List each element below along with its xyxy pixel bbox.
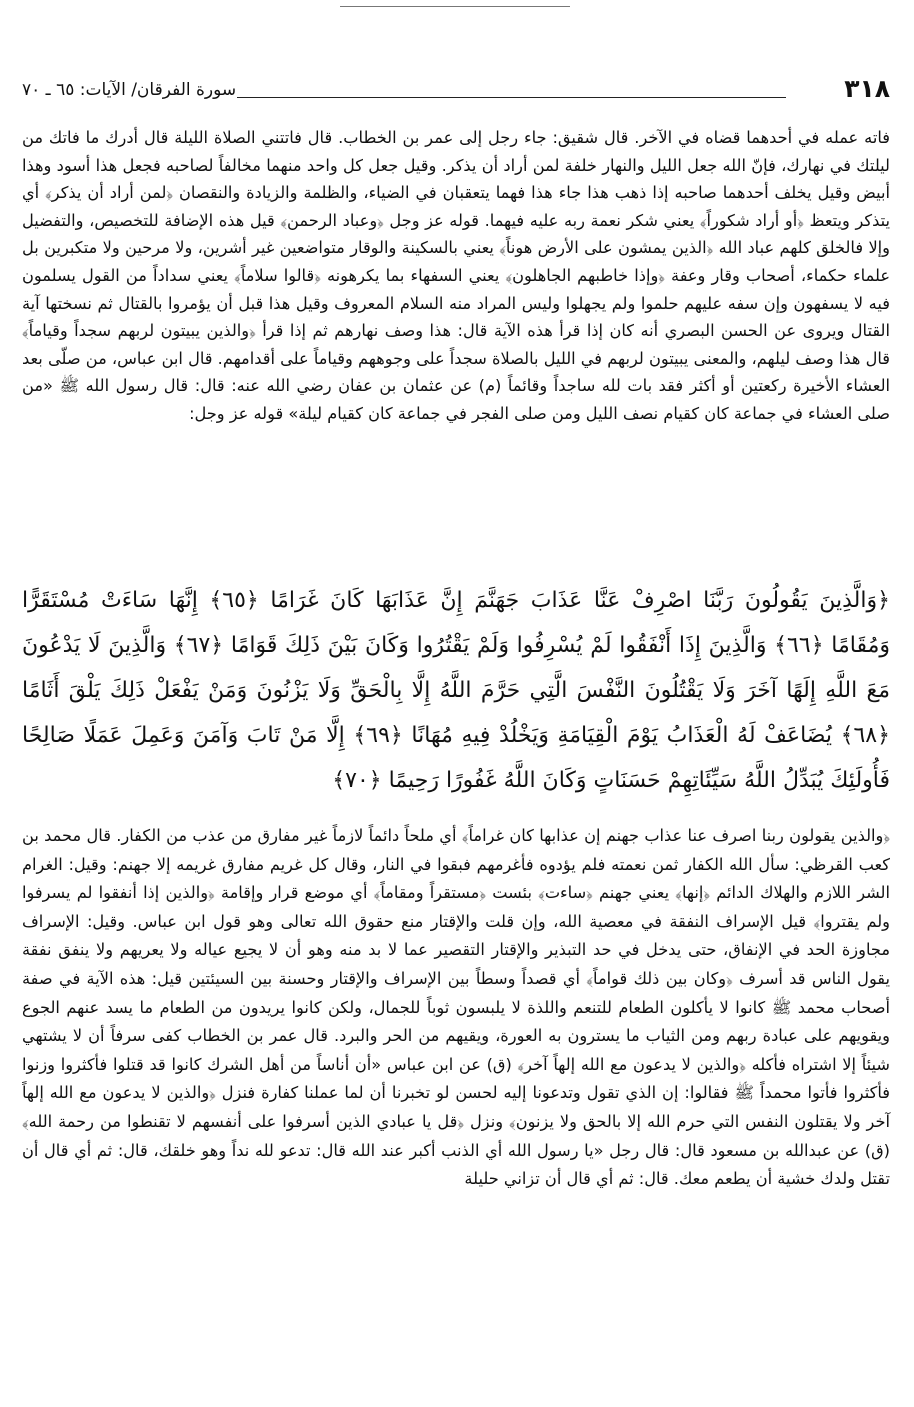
quran-verses	[22, 578, 890, 803]
tafsir-text-bottom	[22, 822, 890, 1194]
page-header	[22, 74, 890, 108]
header-divider	[237, 97, 786, 98]
tafsir-commentary: ﴿والذين يقولون ربنا اصرف عنا عذاب جهنم إن عذابها كان غراماً﴾ أي ملحاً دائماً لازماً غير مفارق من عذب من الكفار. قال محمد بن كعب القرظي: سأل الله الكفار ثمن نعمته فلم يؤدوه فأغرمهم فبقوا في النار، وقال كل غريم مفارق غريمه إلا جهنم: وقيل: الغرام الشر اللازم والهلاك الدائم ﴿إنها﴾ يعني جهنم ﴿ساءت﴾ بئست ﴿مستقراً ومقاماً﴾ أي موضع قرار وإقامة ﴿والذين إذا أنفقوا لم يسرفوا ولم يقتروا﴾ قيل الإسراف النفقة في معصية الله، وإن قلت والإقتار منع حقوق الله تعالى وهو قول ابن عباس. وقيل: الإسراف مجاوزة الحد في الإنفاق، حتى يدخل في حد التبذير والإقتار التقصير عما لا بد منه وهو أن لا يجيع عياله ولا يعريهم ولا ينفق نفقة يقول الناس قد أسرف ﴿وكان بين ذلك قواماً﴾ أي قصداً وسطاً بين الإسراف والإقتار وحسنة بين السيئتين قيل: هذه الآية في صفة أصحاب محمد ﷺ كانوا لا يأكلون الطعام للتنعم واللذة لا يلبسون ثوباً للجمال، ولكن كانوا يريدون من الطعام ما يسد عنهم الجوع ويقويهم على عبادة ربهم ومن الثياب ما يسترون به العورة، ويقيهم من الحر والبرد. قال عمر بن الخطاب كفى سرفاً أن لا يشتهي شيئاً إلا اشتراه فأكله ﴿والذين لا يدعون مع الله إلهاً آخر﴾ (ق) عن ابن عباس «أن أناساً من أهل الشرك كانوا قد قتلوا فأكثروا وزنوا فأكثروا فأتوا محمداً ﷺ فقالوا: إن الذي تقول وتدعونا إليه لحسن لو تخبرنا أن لما عملنا كفارة فنزل ﴿والذين لا يدعون مع الله إلهاً آخر ولا يقتلون النفس التي حرم الله إلا بالحق ولا يزنون﴾ ونزل ﴿قل يا عبادي الذين أسرفوا على أنفسهم لا تقنطوا من رحمة الله﴾ (ق) عن عبدالله بن مسعود قال: قال رجل «يا رسول الله أي الذنب أكبر عند الله قال: تدعو لله نداً وهو خلقك، قال: ثم أي قال أن تقتل ولدك خشية أن يطعم معك. قال: ثم أي قال أن تزاني حليلة	[22, 826, 890, 1189]
quran-verse-text: ﴿وَالَّذِينَ يَقُولُونَ رَبَّنَا اصْرِفْ عَنَّا عَذَابَ جَهَنَّمَ إِنَّ عَذَابَهَا كَانَ غَرَامًا ﴿٦٥﴾ إِنَّهَا سَاءَتْ مُسْتَقَرًّا وَمُقَامًا ﴿٦٦﴾ وَالَّذِينَ إِذَا أَنْفَقُوا لَمْ يُسْرِفُوا وَلَمْ يَقْتُرُوا وَكَانَ بَيْنَ ذَلِكَ قَوَامًا ﴿٦٧﴾ وَالَّذِينَ لَا يَدْعُونَ مَعَ اللَّهِ إِلَهًا آخَرَ وَلَا يَقْتُلُونَ النَّفْسَ الَّتِي حَرَّمَ اللَّهُ إِلَّا بِالْحَقِّ وَلَا يَزْنُونَ وَمَنْ يَفْعَلْ ذَلِكَ يَلْقَ أَثَامًا ﴿٦٨﴾ يُضَاعَفْ لَهُ الْعَذَابُ يَوْمَ الْقِيَامَةِ وَيَخْلُدْ فِيهِ مُهَانًا ﴿٦٩﴾ إِلَّا مَنْ تَابَ وَآمَنَ وَعَمِلَ عَمَلًا صَالِحًا فَأُولَئِكَ يُبَدِّلُ اللَّهُ سَيِّئَاتِهِمْ حَسَنَاتٍ وَكَانَ اللَّهُ غَفُورًا رَحِيمًا ﴿٧٠﴾	[22, 588, 891, 793]
tafsir-paragraph: فاته عمله في أحدهما قضاه في الآخر. قال شقيق: جاء رجل إلى عمر بن الخطاب. قال فاتتني الصلاة الليلة قال أدرك ما فاتك من ليلتك في نهارك، فإنّ الله جعل الليل والنهار خلفة لمن أراد أن يذكر. وقيل جعل كل واحد منهما مخالفاً لصاحبه فجعل هذا أسود وهذا أبيض وقيل يخلف أحدهما صاحبه إذا ذهب هذا جاء هذا فهما يتعقبان في الضياء، والظلمة والزيادة والنقصان ﴿لمن أراد أن يذكر﴾ أي يتذكر ويتعظ ﴿أو أراد شكوراً﴾ يعني شكر نعمة ربه عليه فيهما. قوله عز وجل ﴿وعباد الرحمن﴾ قيل هذه الإضافة للتخصيص، والتفضيل وإلا فالخلق كلهم عباد الله ﴿الذين يمشون على الأرض هوناً﴾ يعني بالسكينة والوقار متواضعين غير أشرين، ولا مرحين ولا متكبرين بل علماء حكماء، أصحاب وقار وعفة ﴿وإذا خاطبهم الجاهلون﴾ يعني السفهاء بما يكرهونه ﴿قالوا سلاماً﴾ يعني سداداً من القول يسلمون فيه لا يسفهون وإن سفه عليهم حلموا ولم يجهلوا وليس المراد منه السلام المعروف وقيل هذا قبل أن يؤمروا بالقتال ثم نسختها آية القتال ويروى عن الحسن البصري أنه كان إذا قرأ هذه الآية قال: هذا وصف نهارهم ثم إذا قرأ ﴿والذين يبيتون لربهم سجداً وقياماً﴾ قال هذا وصف ليلهم، والمعنى يبيتون لربهم في الليل بالصلاة سجداً على وجوههم وقياماً على أقدامهم. قال ابن عباس، من صلّى بعد العشاء الأخيرة ركعتين أو أكثر فقد بات لله ساجداً وقائماً (م) عن عثمان بن عفان رضي الله عنه: قال: قال رسول الله ﷺ «من صلى العشاء في جماعة كان كقيام نصف الليل ومن صلى الفجر في جماعة كان كقيام ليلة» قوله عز وجل:	[22, 128, 890, 423]
top-divider	[340, 6, 570, 7]
page-number: ٣١٨	[844, 74, 890, 103]
running-title: سورة الفرقان/ الآيات: ٦٥ ـ ٧٠	[22, 80, 237, 100]
tafsir-text-top	[22, 124, 890, 428]
